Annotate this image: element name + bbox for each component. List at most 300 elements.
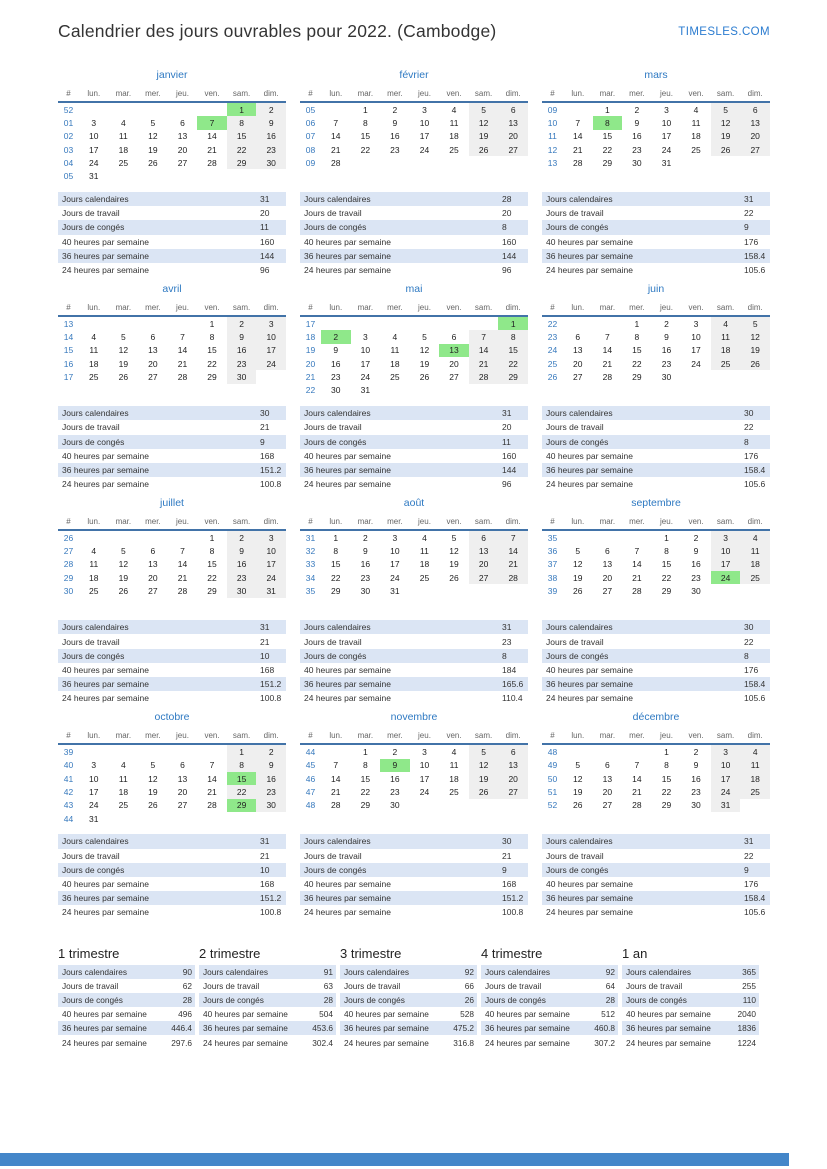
day-cell: 10 bbox=[711, 545, 741, 558]
stat-value: 8 bbox=[744, 650, 749, 661]
day-col-header: lun. bbox=[321, 515, 351, 530]
stat-value: 63 bbox=[323, 980, 333, 991]
stats-row bbox=[300, 834, 528, 848]
day-col-header: ven. bbox=[197, 729, 227, 744]
stat-value: 30 bbox=[744, 622, 754, 633]
day-cell: 26 bbox=[449, 572, 459, 583]
day-cell: 21 bbox=[177, 572, 188, 583]
day-cell: 14 bbox=[207, 773, 217, 784]
stat-label: 36 heures par semaine bbox=[304, 464, 391, 475]
stats-row bbox=[300, 477, 528, 491]
stats-row bbox=[340, 993, 477, 1007]
week-row bbox=[58, 130, 286, 143]
stats-row bbox=[300, 249, 528, 263]
week-row bbox=[300, 744, 528, 758]
day-cell bbox=[711, 156, 741, 169]
calendar bbox=[300, 729, 528, 826]
stat-value: 100.8 bbox=[502, 907, 524, 918]
day-cell: 15 bbox=[227, 772, 257, 785]
day-cell: 10 bbox=[419, 760, 430, 771]
stat-label: 24 heures par semaine bbox=[304, 479, 391, 490]
day-cell: 27 bbox=[148, 586, 158, 597]
stat-value: 91 bbox=[323, 966, 333, 977]
day-cell bbox=[469, 799, 499, 812]
day-cell: 17 bbox=[256, 558, 286, 571]
day-cell: 27 bbox=[602, 800, 613, 811]
day-cell: 17 bbox=[89, 786, 99, 797]
week-number: 20 bbox=[305, 358, 316, 369]
day-cell: 27 bbox=[498, 785, 528, 798]
stat-label: 36 heures par semaine bbox=[546, 679, 633, 690]
day-cell: 22 bbox=[331, 572, 341, 583]
day-cell: 20 bbox=[469, 558, 499, 571]
day-cell: 10 bbox=[661, 117, 672, 128]
stats-row bbox=[58, 449, 286, 463]
stats-row bbox=[58, 677, 286, 691]
stat-value: 176 bbox=[744, 879, 759, 890]
stats-row bbox=[58, 235, 286, 249]
stat-label: 40 heures par semaine bbox=[626, 1009, 711, 1020]
day-cell bbox=[227, 812, 257, 825]
day-cell: 12 bbox=[573, 559, 583, 570]
day-col-header: mar. bbox=[109, 301, 139, 316]
week-number: 29 bbox=[63, 572, 74, 583]
day-cell: 25 bbox=[711, 357, 741, 370]
day-cell bbox=[256, 812, 286, 825]
stat-value: 31 bbox=[260, 622, 270, 633]
week-row bbox=[300, 102, 528, 116]
week-number: 31 bbox=[305, 532, 316, 543]
day-cell: 17 bbox=[390, 559, 400, 570]
day-cell: 9 bbox=[256, 759, 286, 772]
day-cell: 3 bbox=[711, 530, 741, 544]
day-col-header: dim. bbox=[498, 301, 528, 316]
month-décembre bbox=[542, 711, 770, 919]
day-cell: 30 bbox=[661, 371, 672, 382]
day-cell: 22 bbox=[602, 144, 613, 155]
stats-row bbox=[300, 891, 528, 905]
day-cell bbox=[168, 812, 198, 825]
week-number: 22 bbox=[305, 385, 316, 396]
week-row bbox=[58, 116, 286, 129]
week-number: 14 bbox=[63, 332, 74, 343]
stat-value: 22 bbox=[744, 208, 754, 219]
stats-row bbox=[58, 863, 286, 877]
day-cell: 16 bbox=[227, 344, 257, 357]
day-cell: 11 bbox=[449, 760, 459, 771]
day-cell: 5 bbox=[711, 102, 741, 116]
day-col-header: jeu. bbox=[410, 515, 440, 530]
day-cell: 16 bbox=[632, 131, 642, 142]
week-number: 26 bbox=[547, 371, 558, 382]
day-col-header: mer. bbox=[138, 301, 168, 316]
month-avril bbox=[58, 283, 286, 491]
day-cell: 17 bbox=[256, 344, 286, 357]
week-number: 11 bbox=[548, 131, 557, 142]
day-cell: 8 bbox=[362, 117, 368, 128]
day-col-header: sam. bbox=[227, 87, 257, 102]
day-cell: 5 bbox=[150, 117, 156, 128]
day-cell: 1 bbox=[362, 747, 368, 758]
week-number: 36 bbox=[547, 546, 558, 557]
month-octobre bbox=[58, 711, 286, 919]
day-cell: 12 bbox=[573, 773, 583, 784]
stat-label: 24 heures par semaine bbox=[546, 265, 633, 276]
stats-row bbox=[542, 620, 770, 634]
stat-label: Jours de travail bbox=[62, 636, 120, 647]
stat-value: 158.4 bbox=[744, 250, 766, 261]
week-number: 35 bbox=[305, 586, 316, 597]
day-cell: 13 bbox=[573, 345, 583, 356]
calendar-table bbox=[300, 515, 528, 597]
month-title: août bbox=[403, 497, 425, 510]
week-number: 22 bbox=[547, 318, 558, 329]
week-row bbox=[300, 799, 528, 812]
stat-value: 160 bbox=[502, 450, 517, 461]
day-cell: 24 bbox=[711, 785, 741, 798]
day-cell bbox=[109, 812, 139, 825]
day-cell: 18 bbox=[118, 144, 129, 155]
month-novembre bbox=[300, 711, 528, 919]
stat-label: 40 heures par semaine bbox=[546, 664, 633, 675]
day-col-header: sam. bbox=[711, 301, 741, 316]
timesles-link[interactable]: TIMESLES.COM bbox=[678, 26, 770, 38]
day-cell bbox=[380, 384, 410, 397]
day-cell: 17 bbox=[661, 131, 672, 142]
week-number: 05 bbox=[63, 171, 74, 182]
stat-value: 1224 bbox=[737, 1037, 756, 1048]
day-cell: 24 bbox=[89, 157, 99, 168]
summary-1-trimestre bbox=[58, 946, 195, 1050]
stats-table bbox=[300, 834, 528, 919]
day-col-header: mer. bbox=[622, 515, 652, 530]
stat-label: Jours de travail bbox=[546, 422, 604, 433]
stat-label: 36 heures par semaine bbox=[62, 464, 149, 475]
day-cell bbox=[138, 812, 168, 825]
week-row bbox=[542, 772, 770, 785]
day-cell: 18 bbox=[89, 358, 99, 369]
stat-value: 453.6 bbox=[312, 1023, 333, 1034]
day-cell: 8 bbox=[209, 546, 215, 557]
stats-table bbox=[542, 834, 770, 919]
day-cell: 28 bbox=[469, 370, 499, 383]
stats-table bbox=[199, 965, 336, 1050]
calendar bbox=[300, 515, 528, 612]
stat-label: Jours de travail bbox=[304, 636, 362, 647]
stat-label: Jours calendaires bbox=[304, 622, 371, 633]
week-row bbox=[542, 545, 770, 558]
day-cell: 19 bbox=[449, 559, 459, 570]
stat-label: 36 heures par semaine bbox=[546, 250, 633, 261]
stats-row bbox=[58, 1021, 195, 1035]
day-cell: 20 bbox=[177, 144, 188, 155]
stat-value: 28 bbox=[182, 994, 192, 1005]
day-cell: 23 bbox=[691, 572, 701, 583]
day-cell: 18 bbox=[740, 772, 770, 785]
day-col-header: mar. bbox=[351, 515, 381, 530]
stat-label: Jours calendaires bbox=[62, 966, 128, 977]
day-col-header: mer. bbox=[380, 87, 410, 102]
day-cell: 18 bbox=[449, 773, 459, 784]
day-cell: 11 bbox=[89, 559, 99, 570]
day-cell: 28 bbox=[177, 371, 188, 382]
week-row bbox=[542, 357, 770, 370]
day-cell: 15 bbox=[207, 345, 217, 356]
day-cell: 11 bbox=[449, 117, 459, 128]
week-row bbox=[58, 759, 286, 772]
day-col-header: lun. bbox=[79, 515, 109, 530]
stat-value: 158.4 bbox=[744, 464, 766, 475]
day-cell: 8 bbox=[664, 760, 669, 771]
calendar-header-row bbox=[300, 515, 528, 530]
week-number: 44 bbox=[63, 813, 74, 824]
day-col-header: lun. bbox=[79, 729, 109, 744]
day-cell bbox=[622, 744, 652, 758]
day-cell: 24 bbox=[390, 572, 400, 583]
stat-label: Jours calendaires bbox=[304, 836, 371, 847]
day-cell: 25 bbox=[449, 786, 459, 797]
day-col-header: jeu. bbox=[168, 301, 198, 316]
stats-row bbox=[300, 620, 528, 634]
stat-label: Jours de congés bbox=[62, 994, 123, 1005]
day-cell: 25 bbox=[419, 572, 430, 583]
stat-label: Jours de congés bbox=[304, 864, 367, 875]
week-row bbox=[542, 156, 770, 169]
day-cell: 12 bbox=[469, 116, 499, 129]
day-cell: 26 bbox=[148, 157, 158, 168]
week-col-header: # bbox=[542, 729, 563, 744]
stat-value: 66 bbox=[464, 980, 474, 991]
stat-label: Jours de travail bbox=[62, 422, 120, 433]
page-title: Calendrier des jours ouvrables pour 2022. (Cambodge) bbox=[58, 21, 497, 41]
day-cell bbox=[439, 799, 469, 812]
day-cell bbox=[563, 744, 593, 758]
day-cell: 27 bbox=[177, 800, 188, 811]
stat-label: 40 heures par semaine bbox=[304, 236, 391, 247]
day-cell: 13 bbox=[602, 559, 613, 570]
stat-label: Jours calendaires bbox=[485, 966, 551, 977]
week-row bbox=[300, 584, 528, 597]
day-cell: 18 bbox=[118, 786, 129, 797]
day-cell: 9 bbox=[392, 117, 398, 128]
week-row bbox=[542, 759, 770, 772]
stat-label: 36 heures par semaine bbox=[626, 1023, 711, 1034]
day-cell: 10 bbox=[256, 330, 286, 343]
stat-value: 100.8 bbox=[260, 479, 282, 490]
day-cell: 5 bbox=[469, 744, 499, 758]
stats-row bbox=[58, 905, 286, 919]
day-cell: 18 bbox=[691, 131, 701, 142]
day-cell bbox=[439, 316, 469, 330]
stats-row bbox=[300, 877, 528, 891]
week-number: 26 bbox=[63, 532, 74, 543]
week-row bbox=[300, 316, 528, 330]
stat-label: Jours calendaires bbox=[62, 194, 129, 205]
stats-row bbox=[300, 192, 528, 206]
stat-value: 160 bbox=[260, 236, 275, 247]
stats-table bbox=[542, 192, 770, 277]
day-cell: 7 bbox=[469, 330, 499, 343]
stats-row bbox=[58, 249, 286, 263]
stats-row bbox=[300, 263, 528, 277]
stats-row bbox=[58, 620, 286, 634]
day-cell: 25 bbox=[89, 586, 99, 597]
week-row bbox=[300, 143, 528, 156]
stat-label: Jours calendaires bbox=[62, 622, 129, 633]
day-col-header: lun. bbox=[321, 301, 351, 316]
day-cell: 30 bbox=[256, 156, 286, 169]
day-cell bbox=[469, 384, 499, 397]
day-cell: 7 bbox=[575, 117, 581, 128]
stats-row bbox=[58, 877, 286, 891]
stat-value: 8 bbox=[502, 650, 507, 661]
day-cell bbox=[593, 530, 623, 544]
calendar bbox=[542, 87, 770, 184]
day-cell: 2 bbox=[227, 530, 257, 544]
stat-value: 23 bbox=[502, 636, 512, 647]
day-cell: 16 bbox=[691, 773, 701, 784]
week-col-header: # bbox=[300, 87, 321, 102]
day-cell: 13 bbox=[602, 773, 613, 784]
day-cell bbox=[256, 370, 286, 383]
day-cell: 30 bbox=[256, 799, 286, 812]
month-juin bbox=[542, 283, 770, 491]
months-grid bbox=[58, 69, 770, 920]
day-col-header: jeu. bbox=[652, 515, 682, 530]
month-title: avril bbox=[162, 283, 182, 296]
week-number: 52 bbox=[547, 800, 558, 811]
day-cell: 20 bbox=[602, 786, 613, 797]
stats-row bbox=[300, 863, 528, 877]
month-septembre bbox=[542, 497, 770, 705]
stat-value: 110.4 bbox=[502, 693, 523, 704]
day-cell bbox=[740, 584, 770, 597]
day-cell bbox=[439, 384, 469, 397]
day-cell bbox=[469, 584, 499, 597]
day-cell: 4 bbox=[693, 104, 699, 115]
week-number: 50 bbox=[547, 773, 558, 784]
day-cell: 1 bbox=[209, 318, 215, 329]
day-col-header: mar. bbox=[351, 87, 381, 102]
month-title: juin bbox=[647, 283, 665, 296]
stat-value: 168 bbox=[260, 664, 275, 675]
week-number: 46 bbox=[305, 773, 316, 784]
day-cell: 23 bbox=[661, 358, 672, 369]
day-cell: 14 bbox=[602, 345, 613, 356]
stat-label: Jours de travail bbox=[485, 980, 542, 991]
day-col-header: mar. bbox=[351, 301, 381, 316]
day-cell: 3 bbox=[91, 760, 97, 771]
calendar-header-row bbox=[542, 729, 770, 744]
summary-4-trimestre bbox=[481, 946, 618, 1050]
calendar-table bbox=[58, 729, 286, 825]
day-cell: 31 bbox=[711, 799, 741, 812]
day-cell: 31 bbox=[256, 584, 286, 597]
day-cell bbox=[498, 156, 528, 169]
day-cell: 2 bbox=[362, 532, 368, 543]
day-cell: 22 bbox=[360, 786, 371, 797]
day-cell bbox=[79, 316, 109, 330]
stat-label: 24 heures par semaine bbox=[62, 693, 149, 704]
day-cell bbox=[740, 156, 770, 169]
day-col-header: ven. bbox=[197, 87, 227, 102]
stat-value: 21 bbox=[502, 850, 512, 861]
stats-row bbox=[542, 677, 770, 691]
day-cell bbox=[321, 744, 351, 758]
summary-2-trimestre bbox=[199, 946, 336, 1050]
stat-value: 64 bbox=[605, 980, 615, 991]
day-cell: 7 bbox=[180, 332, 185, 343]
day-cell bbox=[109, 102, 139, 116]
stat-value: 92 bbox=[464, 966, 474, 977]
week-number: 38 bbox=[547, 572, 558, 583]
week-col-header: # bbox=[542, 87, 563, 102]
day-cell bbox=[681, 156, 711, 169]
stat-value: 460.8 bbox=[594, 1023, 615, 1034]
stats-row bbox=[481, 993, 618, 1007]
day-cell: 5 bbox=[575, 760, 581, 771]
stats-row bbox=[340, 1007, 477, 1021]
stat-value: 9 bbox=[502, 864, 507, 875]
day-cell: 29 bbox=[661, 800, 672, 811]
stat-value: 31 bbox=[502, 622, 512, 633]
day-cell: 13 bbox=[498, 759, 528, 772]
day-cell: 5 bbox=[575, 546, 581, 557]
week-number: 15 bbox=[63, 345, 74, 356]
calendar bbox=[58, 515, 286, 612]
stats-row bbox=[300, 420, 528, 434]
stat-value: 316.8 bbox=[453, 1037, 474, 1048]
stats-row bbox=[481, 1035, 618, 1049]
week-number: 28 bbox=[63, 559, 74, 570]
day-cell: 7 bbox=[209, 760, 215, 771]
day-col-header: dim. bbox=[740, 515, 770, 530]
day-cell: 7 bbox=[333, 117, 339, 128]
day-cell: 6 bbox=[451, 332, 457, 343]
day-cell: 29 bbox=[498, 370, 528, 383]
week-number: 48 bbox=[305, 800, 316, 811]
day-cell: 10 bbox=[390, 546, 400, 557]
stat-value: 21 bbox=[260, 636, 270, 647]
stat-value: 22 bbox=[744, 422, 754, 433]
stat-label: 36 heures par semaine bbox=[344, 1023, 429, 1034]
day-cell: 1 bbox=[227, 744, 257, 758]
day-cell: 9 bbox=[693, 546, 699, 557]
stats-row bbox=[542, 249, 770, 263]
day-cell bbox=[197, 744, 227, 758]
week-number: 39 bbox=[547, 586, 558, 597]
stat-value: 176 bbox=[744, 236, 759, 247]
month-mai bbox=[300, 283, 528, 491]
day-col-header: ven. bbox=[681, 729, 711, 744]
day-col-header: sam. bbox=[711, 87, 741, 102]
day-cell: 10 bbox=[360, 345, 371, 356]
stat-value: 22 bbox=[744, 636, 754, 647]
day-cell: 11 bbox=[89, 345, 99, 356]
day-cell bbox=[138, 102, 168, 116]
day-cell: 28 bbox=[331, 800, 341, 811]
day-cell: 14 bbox=[177, 559, 188, 570]
stat-value: 22 bbox=[744, 850, 754, 861]
week-row bbox=[542, 584, 770, 597]
day-col-header: mar. bbox=[593, 729, 623, 744]
day-col-header: dim. bbox=[256, 729, 286, 744]
stat-value: 151.2 bbox=[502, 893, 524, 904]
stat-value: 105.6 bbox=[744, 693, 766, 704]
week-row bbox=[542, 102, 770, 116]
day-cell bbox=[410, 799, 440, 812]
day-cell: 20 bbox=[449, 358, 459, 369]
